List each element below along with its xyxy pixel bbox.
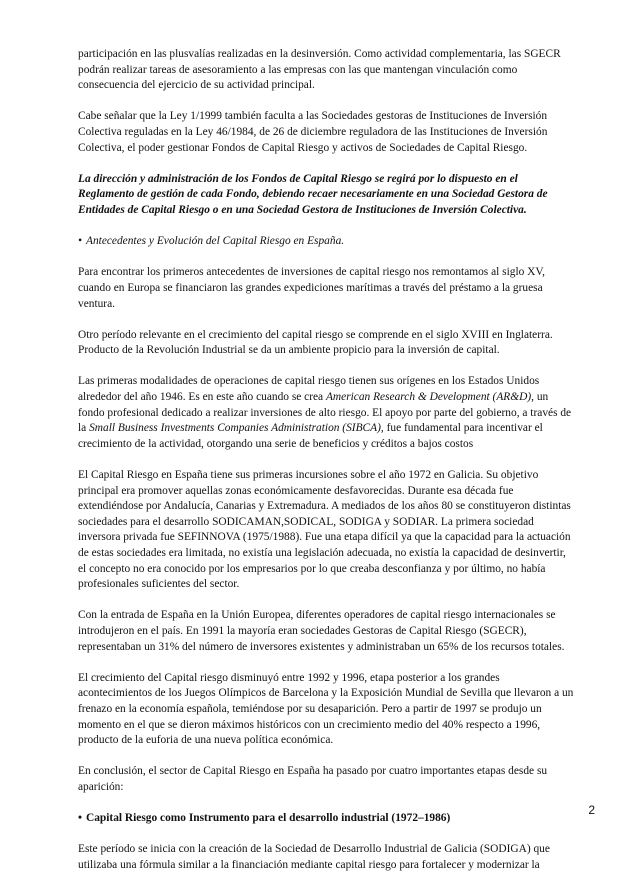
bullet-icon: • [78, 235, 82, 248]
page-number: 2 [588, 803, 595, 817]
section-heading-etapa-1 [78, 811, 574, 827]
section-heading-text: Capital Riesgo como Instrumento para el desarrollo industrial (1972–1986) [86, 812, 451, 825]
paragraph-11: Este período se inicia con la creación de la Sociedad de Desarrollo Industrial de Galicia (SODIGA) que utilizaba una fórmula similar a la financiación mediante capital riesgo para fortalecer y modernizar la [78, 843, 550, 871]
paragraph-8: Con la entrada de España en la Unión Europea, diferentes operadores de capital riesgo internacionales se introdujeron en el país. En 1991 la mayoría eran sociedades Gestoras de Capital Riesgo (SGECR), representaban un 31% del número de inversores existentes y administraban un 65% de los recursos totales. [78, 609, 565, 653]
paragraph-6-part-1: Las primeras modalidades de operaciones de capital riesgo tienen sus orígenes en los Estados Unidos alrededor del año 1946. Es en este año cuando se crea [78, 375, 540, 404]
paragraph-1: participación en las plusvalías realizadas en la desinversión. Como actividad complementaria, las SGECR podrán realizar tareas de asesoramiento a las empresas con las que mantengan vinculación como consecuencia del ejercicio de su actividad principal. [78, 48, 561, 92]
paragraph-2: Cabe señalar que la Ley 1/1999 también faculta a las Sociedades gestoras de Instituciones de Inversión Colectiva reguladas en la Ley 46/1984, de 26 de diciembre reguladora de las Instituciones de Inversión Colectiva, el poder gestionar Fondos de Capital Riesgo y activos de Sociedades de Capital Riesgo. [78, 110, 548, 154]
sibca-name: Small Business Investments Companies Administration (SIBCA), [89, 422, 384, 435]
paragraph-9: El crecimiento del Capital riesgo disminuyó entre 1992 y 1996, etapa posterior a los grandes acontecimientos de los Juegos Olímpicos de Barcelona y la Exposición Mundial de Sevilla que llevaron a un frenazo en la economía española, temiéndose por su desaparición. Pero a partir de 1997 se produjo un momento en el que se dieron máximos históricos con un crecimiento medio del 40% respecto a 1996, producto de la euforia de una nueva política económica. [78, 671, 574, 747]
text-column [78, 47, 574, 889]
bullet-icon: • [78, 812, 82, 825]
paragraph-6-part-3: fue fundamental para incentivar el crecimiento de la actividad, otorgando una serie de beneficios y créditos a bajos costos [78, 422, 543, 450]
paragraph-6-part-2: , un fondo profesional dedicado a realizar inversiones de alto riesgo. El apoyo por parte del gobierno, a través de la [78, 391, 572, 435]
paragraph-7: El Capital Riesgo en España tiene sus primeras incursiones sobre el año 1972 en Galicia. Su objetivo principal era promover aquellas zonas económicamente desfavorecidas. Durante esa década fue extendiéndose por Andalucía, Canarias y Extremadura. A mediados de los años 80 se constituyeron distintas sociedades para el desarrollo SODICAMAN,SODICAL, SODIGA y SODIAR. La primera sociedad inversora privada fue SEFINNOVA (1975/1988). Fue una etapa difícil ya que la capacidad para la actuación de estas sociedades era limitada, no existía una legislación adecuada, no existía la capacidad de desinvertir, el concepto no era conocido por los empresarios por lo que creaba desconfianza y por último, no había profesionales suficientes del sector. [78, 469, 571, 591]
section-heading-antecedentes [78, 234, 574, 250]
paragraph-6 [78, 374, 574, 452]
paragraph-5: Otro período relevante en el crecimiento del capital riesgo se comprende en el siglo XVIII en Inglaterra. Producto de la Revolución Industrial se da un ambiente propicio para la inversión de capital. [78, 328, 553, 357]
ard-name: American Research & Development (AR&D) [325, 391, 532, 404]
paragraph-10: En conclusión, el sector de Capital Riesgo en España ha pasado por cuatro importantes etapas desde su aparición: [78, 765, 548, 793]
paragraph-4: Para encontrar los primeros antecedentes de inversiones de capital riesgo nos remontamos al siglo XV, cuando en Europa se financiaron las grandes expediciones marítimas a través del préstamo a la gruesa ventura. [78, 266, 545, 310]
section-heading-text: Antecedentes y Evolución del Capital Riesgo en España. [86, 235, 345, 248]
paragraph-3-emphasis: La dirección y administración de los Fondos de Capital Riesgo se regirá por lo dispuesto en el Reglamento de gestión de cada Fondo, debiendo recaer necesariamente en una Sociedad Gestora de Entidades de Capital Riesgo o en una Sociedad Gestora de Instituciones de Inversión Colectiva. [78, 172, 548, 216]
